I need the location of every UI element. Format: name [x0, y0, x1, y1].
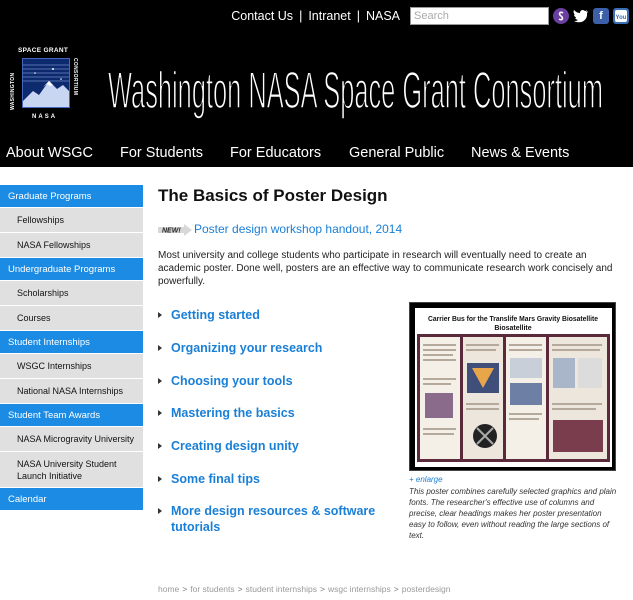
logo-right-text: CONSORTIUM [72, 58, 78, 96]
separator: | [356, 9, 360, 23]
nav-about-wsgc[interactable]: About WSGC [6, 145, 94, 161]
nav-for-students[interactable]: For Students [120, 145, 204, 161]
breadcrumb-current: posterdesign [401, 584, 451, 594]
sidebar-item-nasa-university-student-launch[interactable]: NASA University Student Launch Initiative [0, 452, 143, 488]
topic-label: More design resources & software tutorials [171, 504, 376, 534]
sidebar-category-calendar[interactable]: Calendar [0, 488, 143, 511]
logo-emblem [22, 58, 70, 108]
bullet-arrow-icon [158, 378, 162, 384]
space-grant-icon[interactable] [553, 8, 569, 24]
page-title: The Basics of Poster Design [158, 186, 388, 205]
facebook-icon[interactable]: f [593, 8, 609, 24]
new-badge [158, 223, 192, 235]
bullet-arrow-icon [158, 443, 162, 449]
bullet-arrow-icon [158, 476, 162, 482]
wsgc-logo[interactable] [10, 44, 82, 130]
sidebar-nav [0, 185, 143, 511]
bullet-arrow-icon [158, 410, 162, 416]
main-nav [0, 141, 633, 165]
poster-image [415, 308, 612, 467]
utility-bar [231, 5, 629, 27]
topic-link-design-unity[interactable] [158, 438, 393, 454]
svg-text:Biosatellite: Biosatellite [494, 325, 532, 332]
sidebar-item-scholarships[interactable]: Scholarships [0, 281, 143, 306]
topic-label: Getting started [171, 308, 260, 322]
nasa-link[interactable]: NASA [365, 9, 400, 23]
new-badge-text: NEW! [162, 227, 181, 235]
handout-row [158, 222, 402, 236]
breadcrumb-wsgc-internships[interactable]: wsgc internships [327, 584, 391, 594]
sidebar-item-nasa-microgravity-university[interactable]: NASA Microgravity University [0, 427, 143, 452]
sidebar-item-nasa-fellowships[interactable]: NASA Fellowships [0, 233, 143, 258]
site-title-text: Washington NASA Space Grant Consortium [108, 62, 603, 120]
enlarge-link[interactable]: + enlarge [409, 475, 443, 484]
sidebar-category-student-internships[interactable]: Student Internships [0, 331, 143, 354]
nav-news-events[interactable]: News & Events [471, 145, 570, 161]
breadcrumb-student-internships[interactable]: student internships [245, 584, 317, 594]
logo-bottom-text: N A S A [32, 114, 56, 120]
handout-link[interactable]: Poster design workshop handout, 2014 [194, 222, 403, 236]
twitter-icon[interactable] [573, 8, 589, 24]
sidebar-item-courses[interactable]: Courses [0, 306, 143, 331]
contact-us-link[interactable]: Contact Us [231, 9, 294, 23]
intranet-link[interactable]: Intranet [308, 9, 351, 23]
logo-left-text: WASHINGTON [10, 72, 16, 110]
svg-text:You: You [615, 15, 627, 21]
bullet-arrow-icon [158, 345, 162, 351]
nav-general-public[interactable]: General Public [349, 145, 445, 161]
separator: | [299, 9, 303, 23]
nav-for-educators[interactable]: For Educators [230, 145, 322, 161]
poster-thumbnail[interactable] [409, 302, 616, 471]
topic-link-final-tips[interactable] [158, 471, 393, 487]
sidebar-category-undergraduate-programs[interactable]: Undergraduate Programs [0, 258, 143, 281]
sidebar-item-national-nasa-internships[interactable]: National NASA Internships [0, 379, 143, 404]
topic-link-getting-started[interactable] [158, 307, 393, 323]
topic-label: Creating design unity [171, 439, 299, 453]
bullet-arrow-icon [158, 508, 162, 514]
site-title[interactable] [108, 48, 608, 128]
sidebar-category-graduate-programs[interactable]: Graduate Programs [0, 185, 143, 208]
sidebar-item-fellowships[interactable]: Fellowships [0, 208, 143, 233]
topic-link-organizing-research[interactable] [158, 340, 393, 356]
topic-link-more-resources[interactable] [158, 503, 393, 535]
topic-link-choosing-tools[interactable] [158, 373, 393, 389]
breadcrumb-for-students[interactable]: for students [190, 584, 235, 594]
breadcrumb-home[interactable]: home [158, 584, 180, 594]
bullet-arrow-icon [158, 312, 162, 318]
topic-link-mastering-basics[interactable] [158, 405, 393, 421]
search-input[interactable] [410, 7, 549, 25]
breadcrumb: home > for students > student internships > wsgc internships > posterdesign [158, 584, 451, 594]
topic-label: Organizing your research [171, 341, 323, 355]
poster-title: Carrier Bus for the Translife Mars Gravity Biosatellite [428, 316, 599, 323]
youtube-icon[interactable] [613, 8, 629, 24]
intro-paragraph: Most university and college students who participate in research will eventually need to create an academic poster. Done well, posters are an effective way to communicate research work concisely and powerfully. [158, 250, 613, 287]
sidebar-item-wsgc-internships[interactable]: WSGC Internships [0, 354, 143, 379]
topic-label: Choosing your tools [171, 374, 293, 388]
logo-top-text: SPACE GRANT [18, 47, 69, 54]
topic-label: Mastering the basics [171, 406, 295, 420]
topic-label: Some final tips [171, 472, 260, 486]
site-header [0, 0, 633, 167]
poster-caption: This poster combines carefully selected graphics and plain fonts. The researcher's effective use of columns and precise, clear headings makes her poster presentation easy to follow, even without reading the large sections of text. [409, 487, 617, 540]
sidebar-category-student-team-awards[interactable]: Student Team Awards [0, 404, 143, 427]
